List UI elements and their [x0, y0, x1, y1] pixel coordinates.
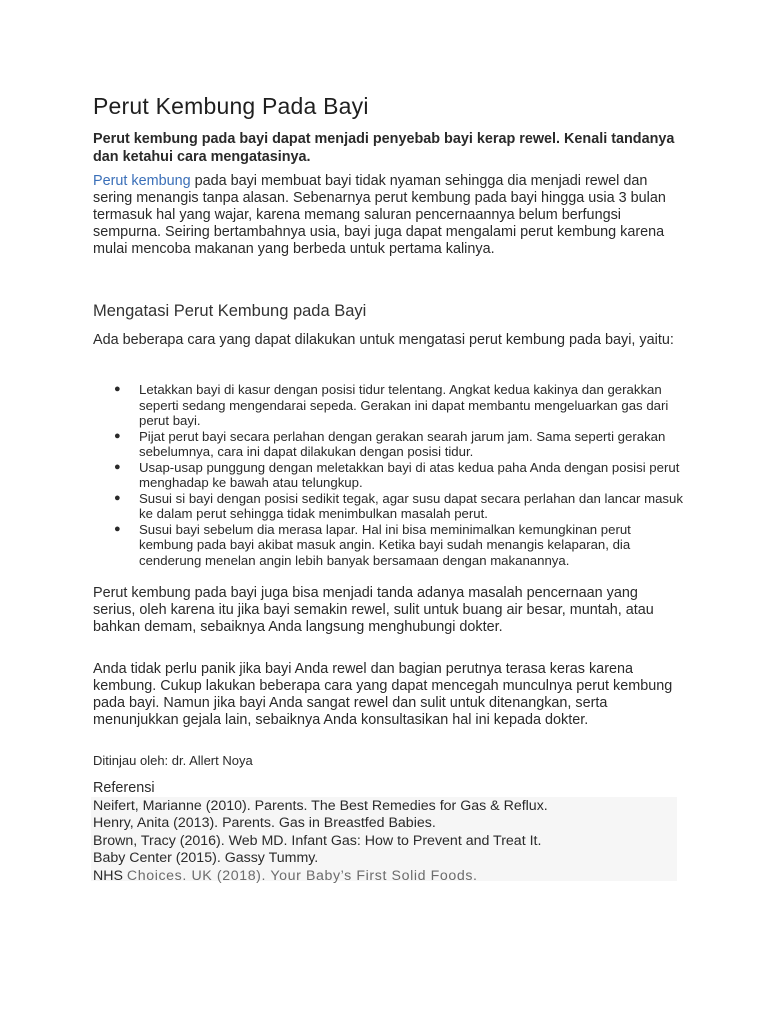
bullet-icon: ●	[114, 429, 121, 442]
list-item-text: Letakkan bayi di kasur dengan posisi tidur telentang. Angkat kedua kakinya dan gerakkan seperti sedang mengendarai sepeda. Gerakan ini dapat membantu mengeluarkan gas dari perut bayi.	[139, 382, 669, 428]
closing-paragraph-2: Anda tidak perlu panik jika bayi Anda rewel dan bagian perutnya terasa keras karena kembung. Cukup lakukan beberapa cara yang dapat mencegah munculnya perut kembung pada bayi. Namun jika bayi Anda sangat rewel dan sulit untuk ditenangkan, serta menunjukkan gejala lain, sebaiknya Anda konsultasikan hal ini kepada dokter.	[93, 661, 673, 728]
article-lead: Perut kembung pada bayi dapat menjadi penyebab bayi kerap rewel. Kenali tandanya dan ketahui cara mengatasinya.	[93, 131, 675, 165]
reviewer-credit: Ditinjau oleh: dr. Allert Noya	[93, 753, 253, 768]
bullet-icon: ●	[114, 383, 121, 395]
reference-suffix: Choices. UK (2018). Your Baby’s First Solid Foods.	[126, 867, 478, 884]
list-item-text: Usap-usap punggung dengan meletakkan bayi di atas kedua paha Anda dengan posisi perut menghadap ke bawah atau telungkup.	[139, 459, 680, 490]
list-item	[110, 491, 685, 522]
list-item	[110, 460, 685, 491]
intro-paragraph	[93, 173, 683, 258]
section-intro: Ada beberapa cara yang dapat dilakukan untuk mengatasi perut kembung pada bayi, yaitu:	[93, 332, 674, 348]
perut-kembung-link[interactable]: Perut kembung	[93, 173, 191, 189]
closing-paragraph-1: Perut kembung pada bayi juga bisa menjadi tanda adanya masalah pencernaan yang serius, oleh karena itu jika bayi semakin rewel, sulit untuk buang air besar, muntah, atau bahkan demam, sebaiknya Anda langsung menghubungi dokter.	[93, 585, 654, 635]
reference-item: Brown, Tracy (2016). Web MD. Infant Gas: How to Prevent and Treat It.	[93, 832, 542, 849]
references-list	[93, 798, 677, 885]
bullet-icon: ●	[114, 491, 121, 504]
list-item	[110, 429, 685, 460]
bullet-icon: ●	[114, 460, 121, 473]
references-heading: Referensi	[93, 780, 155, 796]
bullet-icon: ●	[114, 522, 121, 535]
reference-item: Henry, Anita (2013). Parents. Gas in Breastfed Babies.	[93, 815, 436, 832]
list-item	[110, 382, 685, 429]
section-heading: Mengatasi Perut Kembung pada Bayi	[93, 302, 367, 320]
intro-text: pada bayi membuat bayi tidak nyaman sehingga dia menjadi rewel dan sering menangis tanpa alasan. Sebenarnya perut kembung pada bayi hingga usia 3 bulan termasuk hal yang wajar, karena memang saluran pencernaannya belum berfungsi sempurna. Seiring bertambahnya usia, bayi juga dapat mengalami perut kembung karena mulai mencoba makanan yang berbeda untuk pertama kalinya.	[93, 173, 666, 257]
reference-item: Neifert, Marianne (2010). Parents. The Best Remedies for Gas & Reflux.	[93, 798, 548, 814]
reference-item	[93, 868, 677, 885]
list-item	[110, 522, 685, 569]
article-title: Perut Kembung Pada Bayi	[93, 93, 369, 119]
tips-list	[110, 382, 685, 568]
reference-prefix: NHS	[93, 867, 127, 884]
list-item-text: Pijat perut bayi secara perlahan dengan gerakan searah jarum jam. Sama seperti gerakan sebelumnya, cara ini dapat dilakukan dengan posisi tidur.	[139, 428, 666, 459]
list-item-text: Susui bayi sebelum dia merasa lapar. Hal ini bisa meminimalkan kemungkinan perut kembung pada bayi akibat masuk angin. Ketika bayi sudah menangis kelaparan, dia cenderung menelan angin lebih banyak bersamaan dengan makanannya.	[139, 521, 631, 568]
list-item-text: Susui si bayi dengan posisi sedikit tegak, agar susu dapat secara perlahan dan lancar masuk ke dalam perut sehingga tidak menimbulkan masalah perut.	[139, 490, 683, 521]
reference-item: Baby Center (2015). Gassy Tummy.	[93, 850, 319, 867]
